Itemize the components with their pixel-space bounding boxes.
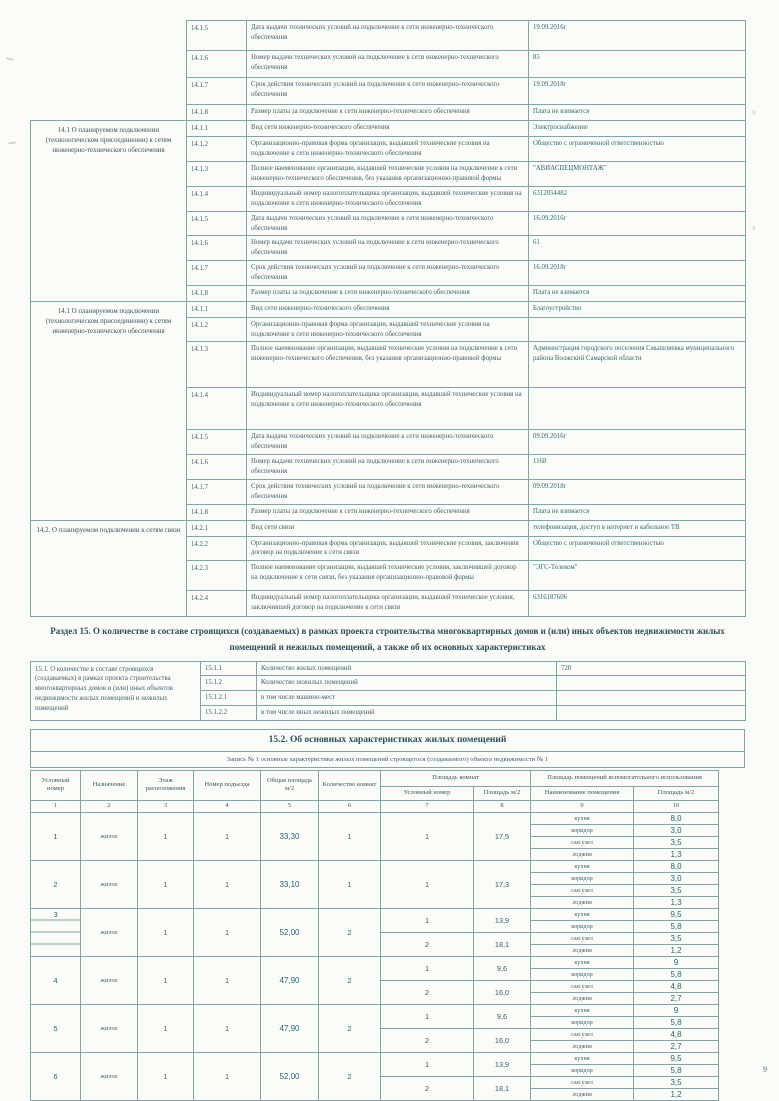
row-description: Организационно-правовая форма организации, выдавшей технические условия на подключение к сети инженерно-технического обеспечения — [247, 317, 529, 342]
column-index: 1 — [31, 800, 81, 812]
aux-room-area: 3,5 — [634, 884, 719, 896]
apartment-entrance: 1 — [194, 1004, 261, 1052]
col-header-total-area: Общая площадь м/2 — [261, 770, 319, 800]
row-description: Дата выдачи технических условий на подключение к сети инженерно-технического обеспечения — [247, 21, 529, 51]
apartment-purpose: жилое — [81, 812, 138, 860]
aux-room-name: кухня — [531, 860, 634, 872]
apartment-floor: 1 — [138, 956, 194, 1004]
row-description: Количество нежилых помещений — [257, 676, 557, 691]
row-description: в том числе машино-мест — [257, 691, 557, 706]
column-index: 7 — [381, 800, 474, 812]
row-description: Вид сети инженерно-технического обеспечения — [247, 301, 529, 317]
row-code: 14.1.7 — [187, 261, 247, 286]
row-value — [529, 388, 746, 430]
col-header-floor: Этаж расположения — [138, 770, 194, 800]
aux-room-name: лоджия — [531, 1088, 634, 1100]
row-description: Срок действия технических условий на подключение к сети инженерно-технического обеспечения — [247, 78, 529, 105]
row-code: 15.1.2 — [201, 676, 257, 691]
document-page — [30, 20, 745, 1101]
apartment-rooms-count: 2 — [319, 908, 381, 956]
room-area: 9,6 — [474, 956, 531, 980]
apartment-purpose: жилое — [81, 1004, 138, 1052]
aux-room-area: 8,0 — [634, 860, 719, 872]
row-value: телефонизация, доступ в интернет и кабельное ТВ — [529, 520, 746, 536]
aux-room-name: коридор — [531, 920, 634, 932]
row-description: Номер выдачи технических условий на подключение к сети инженерно-технического обеспечения — [247, 236, 529, 261]
row-code: 14.1.8 — [187, 285, 247, 301]
apartment-rooms-count: 2 — [319, 956, 381, 1004]
aux-room-area: 3,0 — [634, 824, 719, 836]
apartment-rooms-count: 2 — [319, 1052, 381, 1100]
network-row — [31, 121, 746, 137]
row-code: 14.1.3 — [187, 342, 247, 388]
row-code: 14.1.5 — [187, 211, 247, 236]
row-code: 14.2.1 — [187, 520, 247, 536]
row-value: Плата не взимается — [529, 285, 746, 301]
row-description: Срок действия технических условий на подключение к сети инженерно-технического обеспечения — [247, 261, 529, 286]
section-label: 15.1. О количестве в составе строящихся (создаваемых) в рамках проекта строительства многоквартирных домов и (или) иных объектов недвижимости жилых помещений и нежилых помещений — [31, 661, 201, 720]
room-number: 1 — [381, 908, 474, 932]
aux-room-area: 4,8 — [634, 980, 719, 992]
col-header-rooms-count: Количество комнат — [319, 770, 381, 800]
aux-room-area: 3,5 — [634, 932, 719, 944]
row-description: Индивидуальный номер налогоплательщика организации, выдавшей технические условия на подключение к сети инженерно-технического обеспечения — [247, 186, 529, 211]
network-row — [31, 301, 746, 317]
column-index-row — [31, 800, 719, 812]
row-code: 14.1.3 — [187, 161, 247, 186]
scan-smudge — [6, 57, 14, 61]
aux-room-name: сан.узел — [531, 980, 634, 992]
col-header-entrance: Номер подъезда — [194, 770, 261, 800]
row-value: 6316187606 — [529, 591, 746, 617]
row-value: 720 — [557, 661, 746, 676]
apartment-rooms-count: 1 — [319, 860, 381, 908]
column-index: 10 — [634, 800, 719, 812]
row-value — [557, 706, 746, 721]
row-code: 14.1.7 — [187, 78, 247, 105]
section-label: 14.1 О планируемом подключении (технологическом присоединении) к сетям инженерно-технического обеспечения — [31, 301, 187, 520]
apartment-purpose: жилое — [81, 908, 138, 956]
premises-count-body — [31, 661, 746, 720]
column-index: 2 — [81, 800, 138, 812]
row-value: 19.09.2018г — [529, 78, 746, 105]
row-description: Количество жилых помещений — [257, 661, 557, 676]
aux-room-name: лоджия — [531, 896, 634, 908]
aux-room-area: 4,8 — [634, 1028, 719, 1040]
aux-room-name: кухня — [531, 1052, 634, 1064]
apartment-number: 1 — [31, 812, 81, 860]
aux-room-name: коридор — [531, 824, 634, 836]
apartment-entrance: 1 — [194, 908, 261, 956]
row-code: 14.1.8 — [187, 105, 247, 121]
aux-room-name: сан.узел — [531, 1076, 634, 1088]
row-description: в том числе иных нежилых помещений — [257, 706, 557, 721]
row-value — [529, 317, 746, 342]
column-index: 6 — [319, 800, 381, 812]
apartment-number: 4 — [31, 956, 81, 1004]
row-value: 16.09.2018г — [529, 261, 746, 286]
network-row — [31, 21, 746, 51]
apartments-table-body — [31, 812, 719, 1100]
room-number: 1 — [381, 812, 474, 860]
row-value — [557, 676, 746, 691]
row-value: Администрация городского поселения Смышляевка муниципального района Волжский Самарской области — [529, 342, 746, 388]
apartment-entrance: 1 — [194, 860, 261, 908]
network-row — [31, 520, 746, 536]
row-value: Электроснабжение — [529, 121, 746, 137]
room-area: 17,3 — [474, 860, 531, 908]
apartment-floor: 1 — [138, 860, 194, 908]
apartment-subrow — [31, 812, 719, 824]
row-value: "ЭГС-Телеком" — [529, 561, 746, 591]
aux-room-area: 3,5 — [634, 1076, 719, 1088]
aux-room-area: 9,5 — [634, 908, 719, 920]
aux-room-name: коридор — [531, 968, 634, 980]
row-description: Срок действия технических условий на подключение к сети инженерно-технического обеспечения — [247, 479, 529, 504]
row-description: Размер платы за подключение к сети инженерно-технического обеспечения — [247, 105, 529, 121]
room-area: 17,5 — [474, 812, 531, 860]
row-description: Индивидуальный номер налогоплательщика организации, выдавшей техническое условия, заключившей договор на подключение к сети связи — [247, 591, 529, 617]
apartment-floor: 1 — [138, 908, 194, 956]
row-description: Размер платы за подключение к сети инженерно-технического обеспечения — [247, 285, 529, 301]
stray-mark: х — [752, 224, 756, 232]
aux-room-area: 9,5 — [634, 1052, 719, 1064]
row-code: 14.1.5 — [187, 21, 247, 51]
room-number: 1 — [381, 1052, 474, 1076]
apartment-purpose: жилое — [81, 860, 138, 908]
aux-room-area: 2,7 — [634, 992, 719, 1004]
aux-room-area: 1,3 — [634, 896, 719, 908]
apartment-floor: 1 — [138, 1004, 194, 1052]
premises-count-row — [31, 661, 746, 676]
row-value: 09.09.2016г — [529, 430, 746, 455]
row-value: 85 — [529, 51, 746, 78]
aux-room-area: 5,8 — [634, 920, 719, 932]
row-description: Индивидуальный номер налогоплательщика организации, выдавшей технические условия на подключение к сети инженерно-технического обеспечения — [247, 388, 529, 430]
room-number: 1 — [381, 956, 474, 980]
premises-count-table — [30, 661, 746, 721]
room-area: 16,0 — [474, 1028, 531, 1052]
column-index: 5 — [261, 800, 319, 812]
row-value: 6312054482 — [529, 186, 746, 211]
room-number: 2 — [381, 980, 474, 1004]
col-header-room-number: Условный номер — [381, 786, 474, 800]
aux-room-area: 3,5 — [634, 836, 719, 848]
apartment-subrow — [31, 956, 719, 968]
room-number: 1 — [381, 860, 474, 908]
row-code: 14.1.8 — [187, 504, 247, 520]
room-number: 2 — [381, 1028, 474, 1052]
aux-room-name: сан.узел — [531, 836, 634, 848]
row-code: 15.1.2.2 — [201, 706, 257, 721]
row-description: Дата выдачи технических условий на подключение к сети инженерно-технического обеспечения — [247, 211, 529, 236]
row-value: Общество с ограниченной ответственностью — [529, 137, 746, 162]
apartment-total-area: 33,30 — [261, 812, 319, 860]
row-value: Благоустройство — [529, 301, 746, 317]
row-code: 15.1.2.1 — [201, 691, 257, 706]
row-value — [557, 691, 746, 706]
apartment-number: 2 — [31, 860, 81, 908]
column-index: 8 — [474, 800, 531, 812]
row-value: 61 — [529, 236, 746, 261]
section-15-2-block — [30, 729, 745, 768]
row-description: Организационно-правовая форма организации, выдавшей технические условия на подключение к сети инженерно-технического обеспечения — [247, 137, 529, 162]
room-area: 13,9 — [474, 1052, 531, 1076]
col-header-aux-area: Площадь м/2 — [634, 786, 719, 800]
apartment-subrow — [31, 1052, 719, 1064]
col-header-room-area: Площадь м/2 — [474, 786, 531, 800]
apartment-purpose: жилое — [81, 1052, 138, 1100]
section-label — [31, 21, 187, 121]
apartment-entrance: 1 — [194, 812, 261, 860]
row-code: 14.1.4 — [187, 186, 247, 211]
apartments-table — [30, 770, 719, 1101]
aux-room-area: 5,8 — [634, 1064, 719, 1076]
col-header-rooms-group: Площадь комнат — [381, 770, 531, 786]
apartment-subrow — [31, 1004, 719, 1016]
row-code: 14.1.6 — [187, 236, 247, 261]
stray-mark: х — [752, 108, 756, 116]
row-value: "АВИАСПЕЦМОНТАЖ" — [529, 161, 746, 186]
aux-room-name: лоджия — [531, 848, 634, 860]
record-caption: Запись № 1 основные характеристики жилых помещений строящегося (создаваемого) объекта недвижимости № 1 — [226, 755, 549, 763]
row-code: 14.1.6 — [187, 455, 247, 480]
aux-room-name: коридор — [531, 872, 634, 884]
row-code: 14.2.2 — [187, 536, 247, 561]
apartment-entrance: 1 — [194, 956, 261, 1004]
aux-room-name: кухня — [531, 812, 634, 824]
row-code: 14.1.2 — [187, 137, 247, 162]
apartment-number: 5 — [31, 1004, 81, 1052]
room-area: 18,1 — [474, 1076, 531, 1100]
room-area: 13,9 — [474, 908, 531, 932]
row-description: Организационно-правовая форма организации, выдавшей технические условия, заключения договор на подключение к сети связи — [247, 536, 529, 561]
aux-room-name: коридор — [531, 1064, 634, 1076]
row-description: Номер выдачи технических условий на подключение к сети инженерно-технического обеспечения — [247, 455, 529, 480]
row-code: 14.1.5 — [187, 430, 247, 455]
room-area: 9,6 — [474, 1004, 531, 1028]
aux-room-area: 1,2 — [634, 1088, 719, 1100]
row-code: 14.1.4 — [187, 388, 247, 430]
apartment-floor: 1 — [138, 1052, 194, 1100]
room-number: 2 — [381, 1076, 474, 1100]
aux-room-area: 5,8 — [634, 968, 719, 980]
room-area: 16,0 — [474, 980, 531, 1004]
apartment-rooms-count: 2 — [319, 1004, 381, 1052]
row-value: 09.09.2018г — [529, 479, 746, 504]
col-header-aux-name: Наименование помещения — [531, 786, 634, 800]
aux-room-name: лоджия — [531, 1040, 634, 1052]
aux-room-name: кухня — [531, 908, 634, 920]
aux-room-name: кухня — [531, 956, 634, 968]
aux-room-area: 5,8 — [634, 1016, 719, 1028]
apartment-number: 6 — [31, 1052, 81, 1100]
apartments-table-header — [31, 770, 719, 812]
aux-room-area: 1,3 — [634, 848, 719, 860]
room-area: 18,1 — [474, 932, 531, 956]
row-code: 14.2.3 — [187, 561, 247, 591]
apartment-total-area: 52,00 — [261, 1052, 319, 1100]
aux-room-area: 3,0 — [634, 872, 719, 884]
apartment-total-area: 33,10 — [261, 860, 319, 908]
column-index: 9 — [531, 800, 634, 812]
section-15-title: Раздел 15. О количестве в составе строящихся (создаваемых) в рамках проекта строительства многоквартирных домов и (или) иных объектов недвижимости жилых помещений и нежилых помещений, а также об их основных характеристиках — [50, 626, 725, 653]
row-value: Плата не взимается — [529, 504, 746, 520]
col-header-conditional-number: Условный номер — [31, 770, 81, 800]
aux-room-name: сан.узел — [531, 884, 634, 896]
row-value: Общество с ограниченной ответственностью — [529, 536, 746, 561]
apartment-purpose: жилое — [81, 956, 138, 1004]
apartment-rooms-count: 1 — [319, 812, 381, 860]
section-label: 14.1 О планируемом подключении (технологическом присоединении) к сетям инженерно-технического обеспечения — [31, 121, 187, 302]
column-index: 4 — [194, 800, 261, 812]
aux-room-name: коридор — [531, 1016, 634, 1028]
aux-room-name: кухня — [531, 1004, 634, 1016]
aux-room-area: 1,2 — [634, 944, 719, 956]
aux-room-area: 2,7 — [634, 1040, 719, 1052]
apartment-entrance: 1 — [194, 1052, 261, 1100]
row-value: 16.09.2016г — [529, 211, 746, 236]
col-header-purpose: Назначение — [81, 770, 138, 800]
row-description: Вид сети связи — [247, 520, 529, 536]
row-description: Полное наименование организации, выдавшей технические условия на подключение к сети инженерно-технического обеспечения, без указания организационно-правовой формы — [247, 161, 529, 186]
aux-room-area: 8,0 — [634, 812, 719, 824]
room-number: 1 — [381, 1004, 474, 1028]
row-code: 15.1.1 — [201, 661, 257, 676]
aux-room-area: 9 — [634, 956, 719, 968]
row-description: Вид сети инженерно-технического обеспечения — [247, 121, 529, 137]
row-code: 14.1.6 — [187, 51, 247, 78]
row-description: Номер выдачи технических условий на подключение к сети инженерно-технического обеспечения — [247, 51, 529, 78]
room-number: 2 — [381, 932, 474, 956]
apartment-total-area: 47,90 — [261, 1004, 319, 1052]
section-15-2-title: 15.2. Об основных характеристиках жилых помещений — [31, 730, 744, 752]
row-value: 1168 — [529, 455, 746, 480]
page-number: 9 — [763, 1065, 767, 1074]
aux-room-area: 9 — [634, 1004, 719, 1016]
row-description: Полное наименование организации, выдавшей технические условия, заключившей договор на подключение к сети связи, без указания организационно-правовой формы — [247, 561, 529, 591]
row-code: 14.2.4 — [187, 591, 247, 617]
apartment-subrow — [31, 908, 719, 920]
col-header-aux-group: Площадь помещений вспомогательного использования — [531, 770, 719, 786]
network-table-body — [31, 21, 746, 617]
row-code: 14.1.2 — [187, 317, 247, 342]
apartment-floor: 1 — [138, 812, 194, 860]
aux-room-name: лоджия — [531, 944, 634, 956]
row-description: Размер платы за подключение к сети инженерно-технического обеспечения — [247, 504, 529, 520]
network-connections-table — [30, 20, 746, 617]
column-index: 3 — [138, 800, 194, 812]
apartment-total-area: 52,00 — [261, 908, 319, 956]
aux-room-name: сан.узел — [531, 932, 634, 944]
row-description: Дата выдачи технических условий на подключение к сети инженерно-технического обеспечения — [247, 430, 529, 455]
aux-room-name: лоджия — [531, 992, 634, 1004]
row-code: 14.1.7 — [187, 479, 247, 504]
aux-room-name: сан.узел — [531, 1028, 634, 1040]
row-code: 14.1.1 — [187, 121, 247, 137]
scan-smudge — [8, 141, 16, 144]
apartment-number: 3 — [31, 908, 81, 956]
row-value: Плата не взимается — [529, 105, 746, 121]
row-value: 19.09.2016г — [529, 21, 746, 51]
section-label: 14.2. О планируемом подключении к сетям связи — [31, 520, 187, 617]
apartment-subrow — [31, 860, 719, 872]
apartment-total-area: 47,90 — [261, 956, 319, 1004]
row-description: Полное наименование организации, выдавшей технические условия на подключение к сети инженерно-технического обеспечения, без указания организационно-правовой формы — [247, 342, 529, 388]
row-code: 14.1.1 — [187, 301, 247, 317]
